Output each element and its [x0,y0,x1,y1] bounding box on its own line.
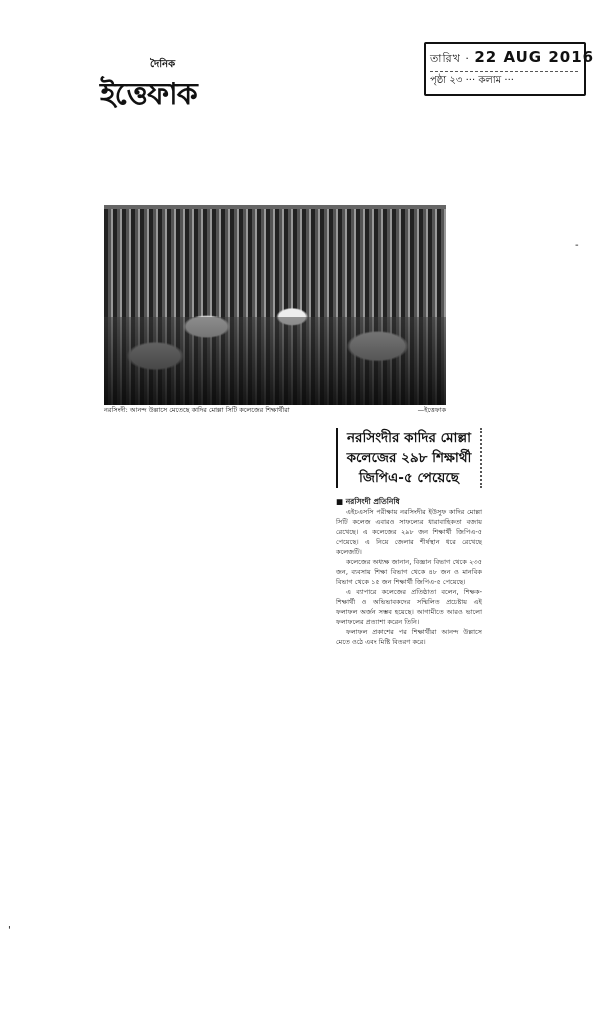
article-paragraph: এইচএসসি পরীক্ষায় নরসিংদীর ইউসুফ কাদির মোল্লা সিটি কলেজ এবারও সাফল্যের ধারাবাহিকতা বজায় রেখেছে। এ কলেজের ২৯৮ জন শিক্ষার্থী জিপিএ-৫ পেয়েছে। এ নিয়ে জেলার শীর্ষস্থান ধরে রেখেছে কলেজটি। [336,508,482,556]
archive-date-stamp: তারিখ · 22 AUG 2016 পৃষ্ঠা ২৩ ··· কলাম ··· [424,42,586,96]
article-paragraph: এ ব্যাপারে কলেজের প্রতিষ্ঠাতা বলেন, শিক্ষক-শিক্ষার্থী ও অভিভাবকদের সম্মিলিত প্রচেষ্টায় এই ফলাফল অর্জন সম্ভব হয়েছে। আগামীতে আরও ভালো ফলাফলের প্রত্যাশা করেন তিনি। [336,588,482,626]
masthead-small: দৈনিক [150,59,176,70]
stamp-page-label: পৃষ্ঠা [430,75,447,86]
photo-caption: নরসিংদী: আনন্দ উল্লাসে মেতেছে কাদির মোল্লা সিটি কলেজের শিক্ষার্থীরা [104,406,290,414]
news-photo [104,205,446,405]
article-byline: ■ নরসিংদী প্রতিনিধি [336,496,482,507]
scan-speck: ' [8,925,11,936]
article-paragraph: কলেজের অধ্যক্ষ জানান, বিজ্ঞান বিভাগ থেকে ২৩৫ জন, ব্যবসায় শিক্ষা বিভাগ থেকে ৪৮ জন ও মানবিক বিভাগ থেকে ১৫ জন শিক্ষার্থী জিপিএ-৫ পেয়েছে। [336,558,482,586]
masthead-logo: ইত্তেফাক [100,77,197,112]
scan-speck: - [575,240,579,251]
article-body [336,507,482,647]
stamp-column-label: কলাম [478,75,502,86]
photo-credit: —ইত্তেফাক [417,406,446,414]
stamp-page: ২৩ [449,75,463,86]
article-headline: নরসিংদীর কাদির মোল্লা কলেজের ২৯৮ শিক্ষার্থী জিপিএ-৫ পেয়েছে [336,428,482,488]
stamp-date: 22 AUG 2016 [474,48,595,66]
stamp-date-label: তারিখ [430,52,461,65]
article-paragraph: ফলাফল প্রকাশের পর শিক্ষার্থীরা আনন্দ উল্লাসে মেতে ওঠে এবং মিষ্টি বিতরণ করে। [336,628,482,646]
article [336,428,482,647]
